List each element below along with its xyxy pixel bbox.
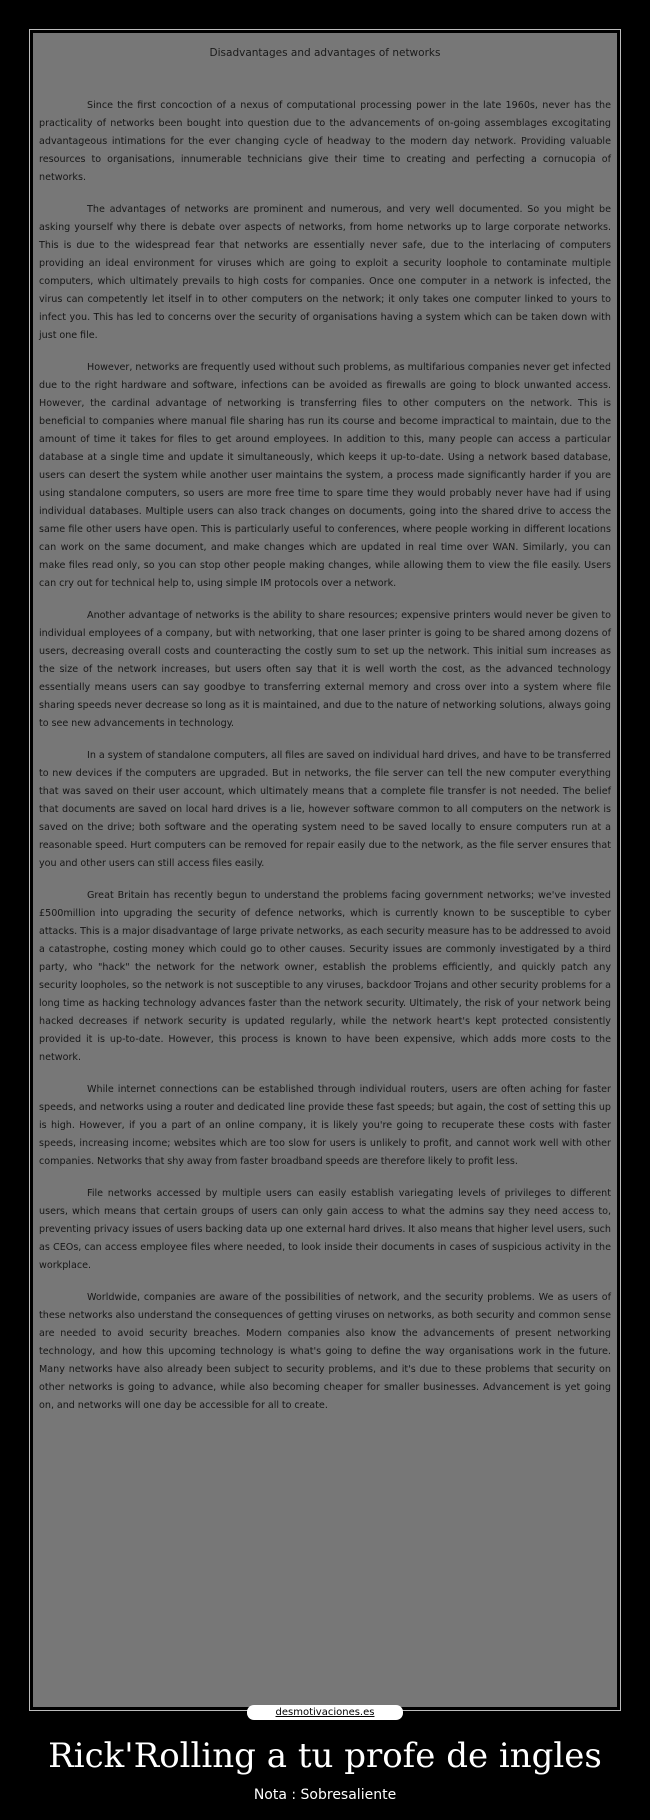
- document-paragraph: Great Britain has recently begun to understand the problems facing government networks; we've invested £500million into upgrading the security of defence networks, which is currently known to be susceptible to cyber attacks. This is a major disadvantage of large private networks, as each security measure has to be addressed to avoid a catastrophe, costing money which could go to other causes. Security issues are commonly investigated by a third party, who "hack" the network for the network owner, establish the problems efficiently, and quickly patch any security loopholes, so the network is not susceptible to any viruses, backdoor Trojans and other security problems for a long time as hacking technology advances faster than the network security. Ultimately, the risk of your network being hacked decreases if network security is updated regularly, while the network heart's kept protected consistently provided it is up-to-date. However, this process is known to have been expensive, which adds more costs to the network.: [39, 890, 611, 1063]
- document-paragraph: Another advantage of networks is the ability to share resources; expensive printers would never be given to individual employees of a company, but with networking, that one laser printer is going to be shared among dozens of users, decreasing overall costs and counteracting the costly sum to set up the network. This initial sum increases as the size of the network increases, but users often say that it is well worth the cost, as the advanced technology essentially means users can say goodbye to transferring external memory and cross over into a system where file sharing speeds never decrease so long as it is maintained, and due to the nature of networking solutions, always going to see new advancements in technology.: [39, 610, 611, 729]
- document-scan: [33, 33, 617, 1707]
- document-paragraph: In a system of standalone computers, all files are saved on individual hard drives, and have to be transferred to new devices if the computers are upgraded. But in networks, the file server can tell the new computer everything that was saved on their user account, which ultimately means that a complete file transfer is not needed. The belief that documents are saved on local hard drives is a lie, however software common to all computers on the network is saved on the drive; both software and the operating system need to be saved locally to ensure computers run at a reasonable speed. Hurt computers can be removed for repair easily due to the network, as the file server ensures that you and other users can still access files easily.: [39, 750, 611, 869]
- document-paragraph: Since the first concoction of a nexus of computational processing power in the late 1960s, never has the practicality of networks been bought into question due to the advancements of on-going assemblages excogitating advantageous intimations for the ever changing cycle of headway to the modern day network. Providing valuable resources to organisations, innumerable technicians give their time to creating and perfecting a cornucopia of networks.: [39, 100, 611, 183]
- document-paragraph: File networks accessed by multiple users can easily establish variegating levels of privileges to different users, which means that certain groups of users can only gain access to what the admins say they need access to, preventing privacy issues of users backing data up one external hard drives. It also means that higher level users, such as CEOs, can access employee files where needed, to look inside their documents in cases of suspicious activity in the workplace.: [39, 1188, 611, 1271]
- document-paragraph: While internet connections can be established through individual routers, users are often aching for faster speeds, and networks using a router and dedicated line provide these fast speeds; but again, the cost of setting this up is high. However, if you a part of an online company, it is likely you're going to recuperate these costs with faster speeds, increasing income; websites which are too slow for users is unlikely to profit, and cannot work well with other companies. Networks that shy away from faster broadband speeds are therefore likely to profit less.: [39, 1084, 611, 1167]
- document-paragraph: Worldwide, companies are aware of the possibilities of network, and the security problems. We as users of these networks also understand the consequences of getting viruses on networks, as both security and common sense are needed to avoid security breaches. Modern companies also know the advancements of present networking technology, and how this upcoming technology is what's going to define the way organisations work in the future. Many networks have also already been subject to security problems, and it's due to these problems that security on other networks is going to advance, while also becoming cheaper for smaller businesses. Advancement is yet going on, and networks will one day be accessible for all to create.: [39, 1292, 611, 1411]
- caption-title: Rick'Rolling a tu profe de ingles: [48, 1736, 602, 1776]
- document-paragraph: However, networks are frequently used without such problems, as multifarious companies never get infected due to the right hardware and software, infections can be avoided as firewalls are going to block unwanted access. However, the cardinal advantage of networking is transferring files to other computers on the network. This is beneficial to companies where manual file sharing has run its course and become impractical to maintain, due to the amount of time it takes for files to get around employees. In addition to this, many people can access a particular database at a single time and update it simultaneously, which keeps it up-to-date. Using a network based database, users can desert the system while another user maintains the system, a process made significantly harder if you are using standalone computers, so users are more free time to spare time they would probably never have had if using individual databases. Multiple users can also track changes on documents, going into the shared drive to access the same file other users have open. This is particularly useful to conferences, where people working in different locations can work on the same document, and make changes which are updated in real time over WAN. Similarly, you can make files read only, so you can stop other people making changes, while allowing them to view the file easily. Users can cry out for technical help to, using simple IM protocols over a network.: [39, 362, 611, 589]
- image-frame: [29, 29, 621, 1711]
- document-paragraph: The advantages of networks are prominent and numerous, and very well documented. So you might be asking yourself why there is debate over aspects of networks, from home networks up to large corporate networks. This is due to the widespread fear that networks are essentially never safe, due to the interlacing of computers providing an ideal environment for viruses which are going to exploit a security loophole to contaminate multiple computers, which ultimately prevails to high costs for companies. Once one computer in a network is infected, the virus can competently let itself in to other computers on the network; it only takes one computer linked to yours to infect you. This has led to concerns over the security of organisations having a system which can be taken down with just one file.: [39, 204, 611, 341]
- watermark-badge[interactable]: desmotivaciones.es: [247, 1705, 403, 1720]
- caption-subtitle: Nota : Sobresaliente: [253, 1787, 397, 1803]
- document-title: Disadvantages and advantages of networks: [209, 47, 441, 59]
